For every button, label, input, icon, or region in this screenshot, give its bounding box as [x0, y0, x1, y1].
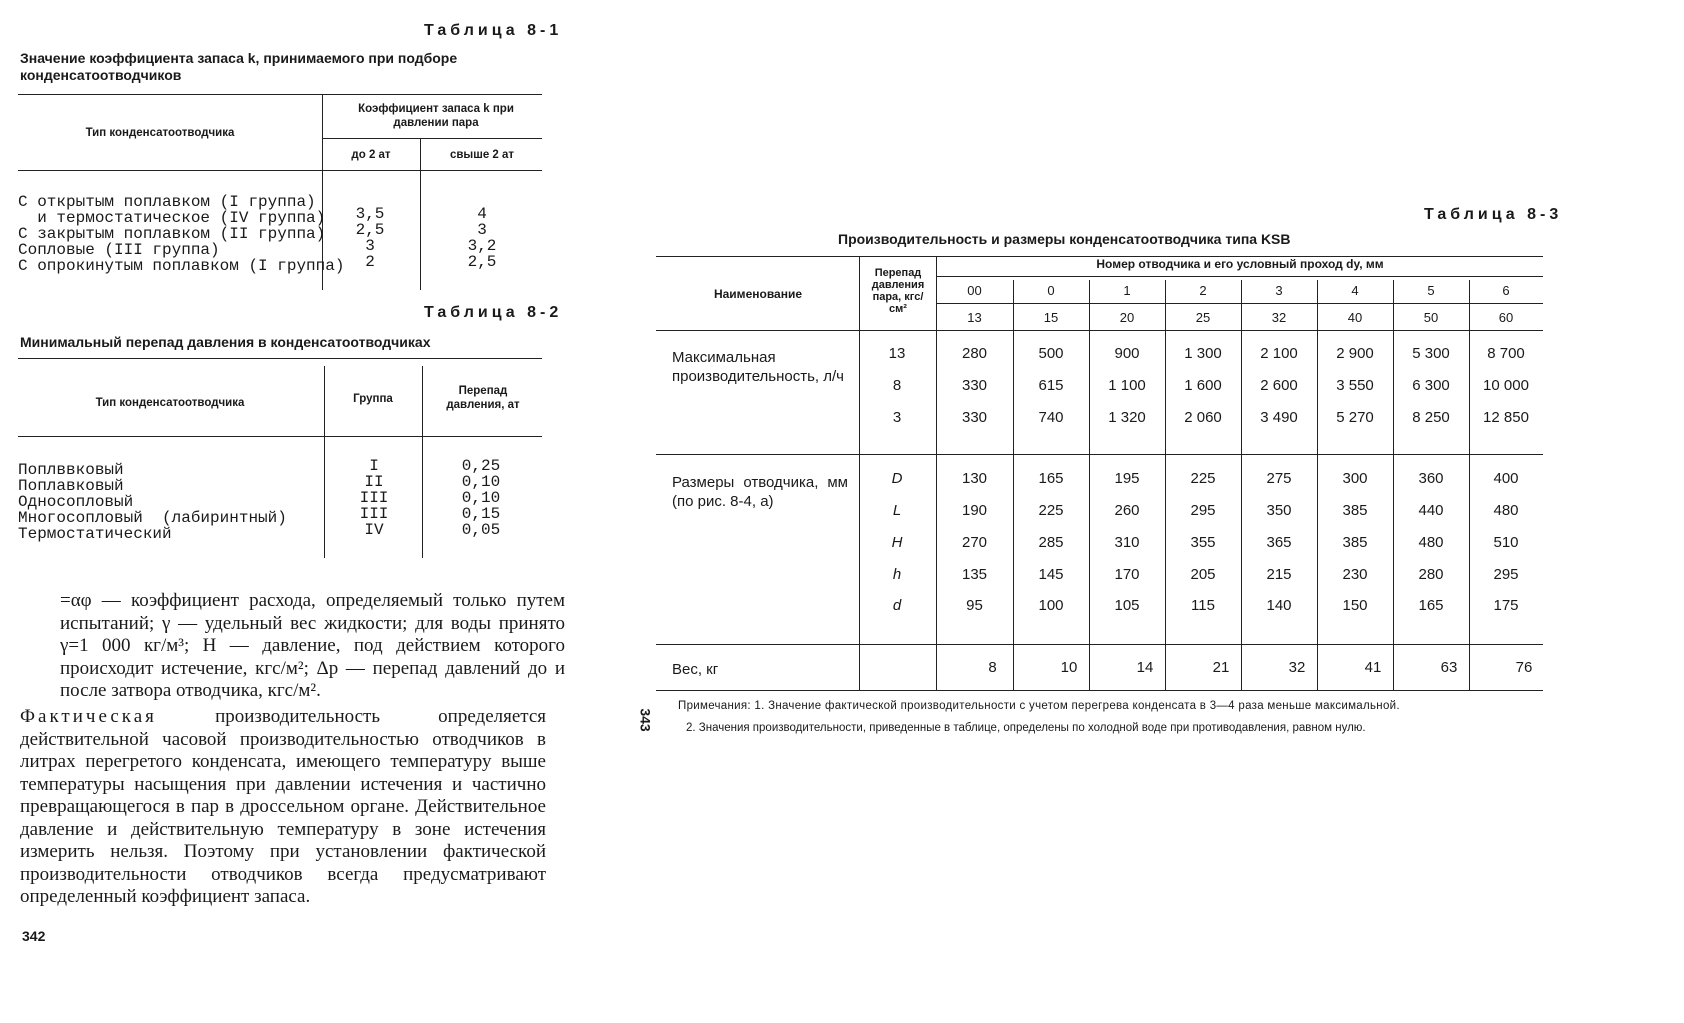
table-8-3-dim-symbol: H: [891, 534, 903, 551]
table-8-3-number-cell: 6: [1502, 283, 1510, 298]
table-8-2-group: II: [364, 473, 384, 491]
table-8-1-row: и термостатическое (IV группа): [18, 209, 326, 227]
table-8-3-capacity-cell: 12 850: [1483, 409, 1529, 426]
table-8-3-dim-cell: 130: [961, 470, 988, 487]
table-8-2-title: Минимальный перепад давления в конденсатоотводчиках: [20, 334, 431, 350]
table-8-3-dim-cell: 365: [1266, 534, 1292, 551]
table-8-2-row: Поплввковый: [18, 461, 124, 479]
table-8-3-weight-cell: 76: [1515, 659, 1533, 676]
table-8-3-weight-cell: 8: [988, 659, 997, 676]
table-8-3-dim-cell: 150: [1342, 597, 1368, 614]
table-8-3-capacity-cell: 8 700: [1487, 345, 1525, 362]
table-8-3-capacity-cell: 280: [961, 345, 988, 362]
table-8-1-value: 4: [477, 205, 487, 223]
paragraph-2: [20, 706, 546, 909]
table-8-2-value: 0,05: [461, 521, 501, 539]
table-8-3-header-rule: [656, 330, 1543, 331]
table-8-3-number-cell: 0: [1047, 283, 1055, 298]
right-page: [637, 0, 1684, 1023]
table-8-3-col-name: Наименование: [713, 287, 803, 301]
table-8-2-group: III: [359, 489, 389, 507]
paragraph-2-lead: Фактическая: [20, 706, 157, 727]
table-8-3-col-divider: [859, 256, 860, 690]
table-8-3-capacity-cell: 2 900: [1336, 345, 1374, 362]
table-8-1-row: С опрокинутым поплавком (I группа): [18, 257, 345, 275]
table-8-3-pass-cell: 15: [1043, 310, 1059, 325]
table-8-3-number-cell: 00: [967, 283, 982, 298]
table-8-2-value: 0,25: [461, 457, 501, 475]
table-8-1-value: 2: [365, 253, 375, 271]
table-8-1-row: С открытым поплавком (I группа): [18, 193, 316, 211]
table-8-1-col-coef: Коэффициент запаса k при давлении пара: [358, 103, 514, 129]
table-8-3-dim-cell: 285: [1038, 534, 1064, 551]
table-8-3-pass-cell: 25: [1195, 310, 1211, 325]
table-8-3-dim-cell: 300: [1342, 470, 1368, 487]
table-8-1-subheader-rule: [322, 138, 542, 139]
table-8-1-col-type: Тип конденсатоотводчика: [85, 127, 235, 139]
table-8-3-dim-cell: 145: [1038, 566, 1064, 583]
table-8-3-pressure-cell: 13: [888, 345, 906, 362]
table-8-2-value: 0,10: [461, 473, 501, 491]
table-8-2-group: III: [359, 505, 389, 523]
table-8-3-dims-label: Размеры отводчика, мм (по рис. 8-4, а): [672, 474, 848, 510]
table-8-3-label: Таблица 8-3: [1424, 206, 1563, 223]
table-8-3-dim-symbol: D: [891, 470, 903, 487]
table-8-3-weight-cell: 32: [1288, 659, 1306, 676]
table-8-3-dim-cell: 100: [1038, 597, 1064, 614]
table-8-1-col-upto2: до 2 ат: [351, 149, 391, 161]
table-8-3-dim-cell: 260: [1114, 502, 1140, 519]
table-8-3-dim-symbol: h: [892, 566, 902, 583]
table-8-3-pressure-cell: 8: [892, 377, 902, 394]
table-8-1-value: 2,5: [355, 221, 385, 239]
table-8-3-capacity-cell: 3 490: [1260, 409, 1298, 426]
table-8-3-dim-cell: 195: [1114, 470, 1140, 487]
table-8-3-weight-cell: 41: [1364, 659, 1382, 676]
table-8-2-row: Многосопловый (лабиринтный): [18, 509, 287, 527]
table-8-3-dim-cell: 360: [1418, 470, 1444, 487]
table-8-3-dim-cell: 295: [1493, 566, 1519, 583]
table-8-2-col-group: Группа: [353, 393, 393, 405]
table-8-3-dim-cell: 355: [1190, 534, 1216, 551]
table-8-1-row: Сопловые (III группа): [18, 241, 220, 259]
table-8-3-dim-cell: 295: [1190, 502, 1216, 519]
table-8-1-value: 3: [477, 221, 487, 239]
table-8-3-capacity-cell: 2 060: [1184, 409, 1222, 426]
table-8-1-header-rule: [18, 170, 542, 171]
page-number-right: 343: [637, 708, 654, 732]
table-8-3-dim-cell: 115: [1191, 597, 1215, 614]
table-8-3-capacity-cell: 615: [1038, 377, 1064, 394]
table-8-3-capacity-cell: 6 300: [1412, 377, 1450, 394]
table-8-3-capacity-cell: 740: [1038, 409, 1064, 426]
table-8-3-pass-cell: 50: [1423, 310, 1439, 325]
table-8-3-number-cell: 5: [1427, 283, 1435, 298]
table-8-3-pass-rule: [936, 303, 1543, 304]
table-8-3-capacity-cell: 330: [961, 409, 988, 426]
table-8-3-capacity-cell: 3 550: [1336, 377, 1374, 394]
table-8-3-dim-cell: 105: [1114, 597, 1140, 614]
table-8-3-weight-cell: 63: [1440, 659, 1458, 676]
table-8-3-dim-cell: 165: [1418, 597, 1444, 614]
table-8-2-col-divider-2: [422, 366, 423, 558]
table-8-2-row: Односопловый: [18, 493, 134, 511]
table-8-3-pass-cell: 32: [1271, 310, 1287, 325]
table-8-3-col-line: [1241, 280, 1242, 690]
paragraph-1: =αφ — коэффициент расхода, определяемый только путем испытаний; γ — удельный вес жидкости; для воды принято γ=1 000 кг/м³; H — давление, под действием которого происходит истечение, кгс/м²; Δp — перепад давлений до и после затвора отводчика, кгс/м².: [60, 590, 565, 701]
table-8-3-dim-cell: 385: [1342, 502, 1368, 519]
table-8-3-weight-cell: 21: [1212, 659, 1230, 676]
table-8-3-capacity-cell: 8 250: [1412, 409, 1450, 426]
table-8-2-row: Поплавковый: [18, 477, 124, 495]
table-8-3-capacity-cell: 500: [1038, 345, 1064, 362]
table-8-3-capacity-cell: 1 320: [1108, 409, 1146, 426]
table-8-3-number-cell: 4: [1351, 283, 1359, 298]
table-8-3-capacity-label: Максимальная производительность, л/ч: [672, 349, 845, 385]
table-8-3-col-line: [1393, 280, 1394, 690]
table-8-3-dim-cell: 225: [1038, 502, 1064, 519]
table-8-3-dim-cell: 400: [1493, 470, 1519, 487]
table-8-3-dim-cell: 510: [1493, 534, 1519, 551]
table-8-2-top-rule: [18, 358, 542, 359]
table-8-3-capacity-cell: 1 100: [1108, 377, 1146, 394]
table-8-2-row: Термостатический: [18, 525, 172, 543]
table-8-3-dim-symbol: d: [892, 597, 902, 614]
table-8-3-number-cell: 1: [1123, 283, 1131, 298]
table-8-3-col-divider: [936, 256, 937, 690]
table-8-3-dim-cell: 205: [1190, 566, 1216, 583]
table-8-3-col-line: [1089, 280, 1090, 690]
table-8-3-weight-cell: 10: [1060, 659, 1078, 676]
table-8-3-dim-symbol: L: [892, 502, 902, 519]
table-8-1-col-over2: свыше 2 ат: [449, 149, 515, 161]
table-8-3-capacity-cell: 2 100: [1260, 345, 1298, 362]
table-8-3-dim-cell: 135: [961, 566, 988, 583]
table-8-2-label: Таблица 8-2: [424, 304, 563, 321]
left-page: [0, 0, 600, 1023]
table-8-3-dim-cell: 165: [1038, 470, 1064, 487]
page-number-left: 342: [22, 928, 46, 944]
table-8-3-col-line: [1013, 280, 1014, 690]
table-8-2-value: 0,10: [461, 489, 501, 507]
table-8-3-capacity-cell: 2 600: [1260, 377, 1298, 394]
paragraph-2-text: производительность определяется действительной часовой производительностью отводчиков в литрах перегретого конденсата, имеющего температуру выше температуры насыщения при давлении истечения и частично превращающегося в пар в дроссельном органе. Действительное давление и действительную температуру в зоне истечения измерить нельзя. Поэтому при установлении фактической производительности отводчиков всегда предусматривают определенный коэффициент запаса.: [20, 706, 546, 907]
table-8-3-capacity-cell: 5 300: [1412, 345, 1450, 362]
table-8-3-capacity-cell: 330: [961, 377, 988, 394]
table-8-3-dim-cell: 95: [966, 597, 983, 614]
table-8-3-capacity-cell: 1 300: [1184, 345, 1222, 362]
table-8-1-value: 3,2: [467, 237, 497, 255]
table-8-1-row: С закрытым поплавком (II группа): [18, 225, 326, 243]
table-8-3-dim-cell: 310: [1114, 534, 1140, 551]
table-8-3-dim-cell: 440: [1418, 502, 1444, 519]
table-8-3-number-rule: [936, 276, 1543, 277]
table-8-1-label: Таблица 8-1: [424, 22, 563, 39]
table-8-3-dim-cell: 190: [961, 502, 988, 519]
table-8-2-value: 0,15: [461, 505, 501, 523]
table-8-2-col-type: Тип конденсатоотводчика: [95, 397, 245, 409]
table-8-2-group: I: [369, 457, 379, 475]
table-8-3-section-rule: [656, 454, 1543, 455]
table-8-3-note-1: Примечания: 1. Значение фактической производительности с учетом перегрева конденсата в 3—4 раза меньше максимальной.: [678, 700, 1400, 712]
table-8-3-note-2: 2. Значения производительности, приведенные в таблице, определены по холодной воде при противодавления, равном нулю.: [686, 722, 1366, 734]
table-8-3-dim-cell: 385: [1342, 534, 1368, 551]
table-8-3-pass-cell: 40: [1347, 310, 1363, 325]
table-8-3-col-line: [1469, 280, 1470, 690]
table-8-3-dim-cell: 175: [1493, 597, 1519, 614]
table-8-2-group: IV: [364, 521, 384, 539]
table-8-3-pass-cell: 60: [1498, 310, 1514, 325]
table-8-3-dim-cell: 140: [1266, 597, 1292, 614]
table-8-3-weight-label: Вес, кг: [672, 661, 719, 678]
table-8-1-title: Значение коэффициента запаса k, принимаемого при подборе конденсатоотводчиков: [20, 50, 458, 83]
table-8-3-dim-cell: 230: [1342, 566, 1368, 583]
table-8-3-dim-cell: 350: [1266, 502, 1292, 519]
table-8-1-value: 3,5: [355, 205, 385, 223]
table-8-3-dim-cell: 170: [1114, 566, 1140, 583]
table-8-3-bottom-rule: [656, 690, 1543, 691]
table-8-3-capacity-cell: 1 600: [1184, 377, 1222, 394]
table-8-3-col-line: [1317, 280, 1318, 690]
table-8-3-weight-rule: [656, 644, 1543, 645]
table-8-3-col-drop: Перепад давления пара, кгс/см²: [871, 267, 925, 315]
table-8-3-dim-cell: 270: [961, 534, 988, 551]
table-8-3-number-cell: 2: [1199, 283, 1207, 298]
table-8-3-capacity-cell: 10 000: [1483, 377, 1529, 394]
table-8-3-pass-cell: 13: [967, 310, 982, 325]
table-8-3-dim-cell: 480: [1418, 534, 1444, 551]
table-8-3-col-number: Номер отводчика и его условный проход dу, мм: [1096, 257, 1384, 271]
table-8-3-pressure-cell: 3: [892, 409, 902, 426]
table-8-3-weight-cell: 14: [1136, 659, 1154, 676]
table-8-2-col-drop: Перепад давления, ат: [446, 385, 520, 411]
table-8-3-title: Производительность и размеры конденсатоотводчика типа KSB: [838, 231, 1291, 247]
table-8-1-value: 2,5: [467, 253, 497, 271]
table-8-1-col-divider-2: [420, 138, 421, 290]
table-8-3-dim-cell: 280: [1418, 566, 1444, 583]
table-8-3-dim-cell: 215: [1266, 566, 1292, 583]
table-8-3-col-line: [1165, 280, 1166, 690]
table-8-2-header-rule: [18, 436, 542, 437]
table-8-3-number-cell: 3: [1275, 283, 1283, 298]
table-8-3-dim-cell: 225: [1190, 470, 1216, 487]
table-8-3-pass-cell: 20: [1119, 310, 1135, 325]
table-8-2-col-divider: [324, 366, 325, 558]
table-8-3-capacity-cell: 5 270: [1336, 409, 1374, 426]
table-8-1-value: 3: [365, 237, 375, 255]
table-8-3-capacity-cell: 900: [1114, 345, 1140, 362]
table-8-3-dim-cell: 275: [1266, 470, 1292, 487]
table-8-3-dim-cell: 480: [1493, 502, 1519, 519]
table-8-1-top-rule: [18, 94, 542, 95]
